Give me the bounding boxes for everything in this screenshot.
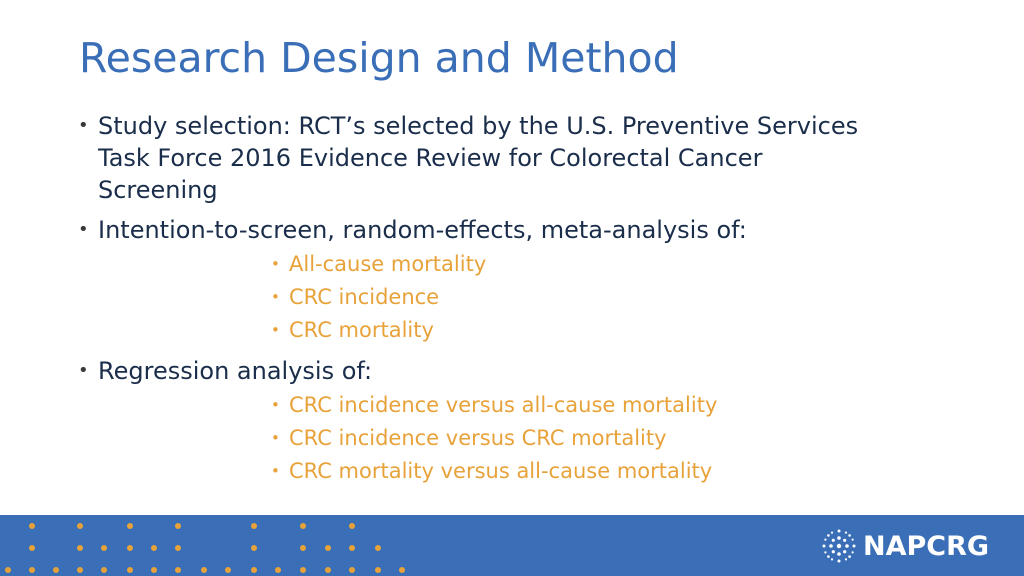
sub-bullet-dot: • [271, 288, 280, 306]
sub-bullet [271, 455, 978, 488]
starburst-icon [820, 528, 858, 564]
sub-bullet [271, 248, 978, 281]
bullet-dot: • [78, 360, 89, 381]
logo-text: NAPCRG [863, 530, 990, 562]
bullet-meta-analysis [78, 214, 978, 246]
sub-bullet-text: CRC mortality [289, 318, 434, 342]
slide-title: Research Design and Method [79, 34, 679, 82]
bullet-text: Regression analysis of: [98, 357, 373, 385]
bullet-line: Screening [98, 176, 218, 204]
bullet-study-selection [78, 110, 978, 206]
napcrg-logo [820, 528, 989, 564]
bullet-regression [78, 355, 978, 387]
sub-bullet [271, 389, 978, 422]
bullet-dot: • [78, 219, 89, 240]
sub-bullet-dot: • [271, 429, 280, 447]
bullet-line: Study selection: RCT’s selected by the U.S. Preventive Services [98, 112, 859, 140]
bullet-line: Task Force 2016 Evidence Review for Colorectal Cancer [98, 144, 763, 172]
dot-pattern-decoration [0, 515, 420, 576]
sub-bullet-dot: • [271, 396, 280, 414]
footer-band [0, 515, 1024, 576]
bullet-list [78, 110, 978, 488]
sub-bullet-text: CRC incidence versus all-cause mortality [289, 393, 718, 417]
bullet-text: Intention-to-screen, random-effects, meta-analysis of: [98, 216, 747, 244]
sub-bullet [271, 314, 978, 347]
sub-bullet-dot: • [271, 462, 280, 480]
sub-bullet-text: CRC incidence versus CRC mortality [289, 426, 667, 450]
sub-bullet-dot: • [271, 321, 280, 339]
sub-bullet [271, 281, 978, 314]
bullet-dot: • [78, 115, 89, 136]
sub-bullet-dot: • [271, 255, 280, 273]
sub-bullet-text: All-cause mortality [289, 252, 487, 276]
sub-bullet-text: CRC mortality versus all-cause mortality [289, 459, 713, 483]
sub-bullet-text: CRC incidence [289, 285, 440, 309]
sub-bullet [271, 422, 978, 455]
